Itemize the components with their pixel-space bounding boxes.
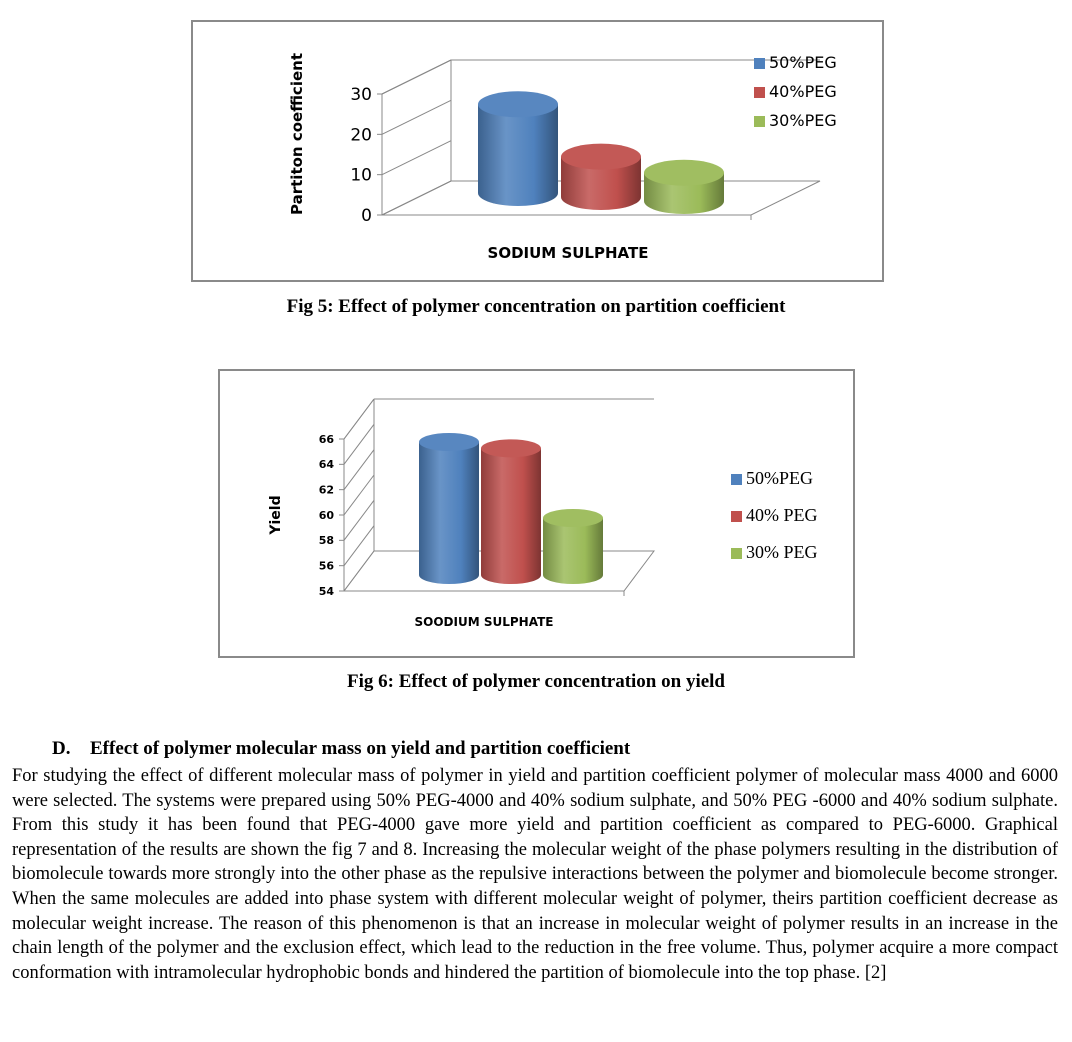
y-gridline-diagonal (344, 500, 374, 540)
y-gridline-diagonal (382, 141, 451, 175)
y-tick-label: 30 (350, 84, 372, 105)
y-tick-label: 58 (318, 534, 334, 548)
y-gridline-diagonal (344, 475, 374, 515)
figure-5-caption: Fig 5: Effect of polymer concentration on partition coefficient (286, 296, 786, 317)
legend-label: 40%PEG (769, 82, 837, 101)
y-gridline-diagonal (344, 450, 374, 490)
legend-swatch (754, 116, 765, 127)
y-gridline-diagonal (344, 399, 374, 439)
y-axis-label: Yield (268, 495, 284, 535)
yield-chart (220, 371, 853, 656)
section-heading (52, 738, 630, 760)
legend-swatch (754, 58, 765, 69)
legend-swatch (731, 474, 742, 485)
y-tick-label: 10 (350, 165, 372, 186)
legend-label: 50%PEG (769, 53, 837, 72)
y-gridline-diagonal (344, 424, 374, 464)
bar-50peg-top (478, 91, 558, 117)
y-tick-label: 60 (318, 508, 334, 522)
y-gridline-diagonal (382, 100, 451, 134)
bar-30peg-top (543, 509, 603, 527)
y-tick-label: 66 (318, 432, 334, 446)
y-gridline-diagonal (344, 526, 374, 566)
bar-30peg-top (644, 160, 724, 186)
bar-30peg-body (543, 518, 603, 584)
legend-swatch (731, 548, 742, 559)
bar-40peg-top (481, 439, 541, 457)
legend-label: 40% PEG (746, 505, 818, 525)
figure-5-chart (191, 20, 884, 282)
y-tick-label: 54 (318, 584, 334, 598)
x-axis-label: SODIUM SULPHATE (487, 244, 649, 262)
section-body-text: For studying the effect of different molecular mass of polymer in yield and partition coefficient polymer of molecular mass 4000 and 6000 were selected. The systems were prepared using 50% PEG-4000 and 40% sodium sulphate, and 50% PEG -6000 and 40% sodium sulphate. From this study it has been found that PEG-4000 gave more yield and partition coefficient as compared to PEG-6000. Graphical representation of the results are shown the fig 7 and 8. Increasing the molecular weight of the phase polymers resulting in the distribution of biomolecule towards more strongly into the other phase as the repulsive interactions between the polymer and biomolecule become stronger. When the same molecules are added into phase system with different molecular weight of polymer, theirs partition coefficient decrease as molecular weight increase. The reason of this phenomenon is that an increase in molecular weight of polymer results in an increase in the chain length of the polymer and the exclusion effect, which lead to the reduction in the free volume. Thus, polymer acquire a more compact conformation with intramolecular hydrophobic bonds and hindered the partition of biomolecule into the top phase. [2] (12, 766, 1058, 983)
legend-label: 30% PEG (746, 542, 818, 562)
figure-6-caption: Fig 6: Effect of polymer concentration on yield (347, 671, 725, 692)
section-title: Effect of polymer molecular mass on yield and partition coefficient (90, 738, 631, 759)
y-gridline-diagonal (382, 181, 451, 215)
legend-swatch (731, 511, 742, 522)
x-axis-label: SOODIUM SULPHATE (414, 615, 554, 629)
y-tick-label: 56 (318, 559, 334, 573)
bar-40peg-body (481, 448, 541, 584)
y-tick-label: 62 (318, 483, 334, 497)
legend-swatch (754, 87, 765, 98)
section-number: D. (52, 738, 71, 759)
y-tick-label: 20 (350, 125, 372, 146)
bar-50peg-body (419, 442, 479, 584)
partition-coefficient-chart (193, 22, 882, 280)
bar-50peg-body (478, 104, 558, 206)
legend-label: 50%PEG (746, 468, 813, 488)
y-tick-label: 64 (318, 458, 334, 472)
bar-50peg-top (419, 433, 479, 451)
bar-40peg-top (561, 144, 641, 170)
figure-6-chart (218, 369, 855, 658)
y-gridline-diagonal (382, 60, 451, 94)
y-tick-label: 0 (361, 205, 372, 226)
y-gridline-diagonal (344, 551, 374, 591)
legend-label: 30%PEG (769, 111, 837, 130)
y-axis-label: Partiton coefficient (288, 53, 306, 215)
